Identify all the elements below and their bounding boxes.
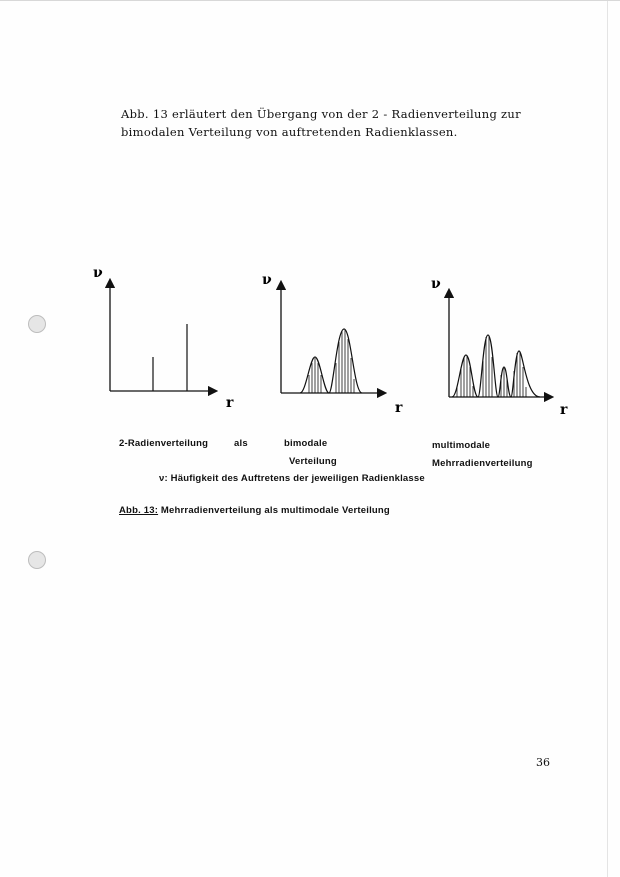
- panel3-curve: [452, 335, 540, 397]
- panel3-label-line2: Mehrradienverteilung: [432, 458, 533, 469]
- panel-multimodal: [431, 276, 568, 418]
- figure-caption: [119, 505, 390, 516]
- panel1-y-symbol: ν: [93, 265, 103, 281]
- panel3-x-symbol: r: [560, 402, 568, 418]
- panel1-x-symbol: r: [226, 395, 234, 411]
- caption-text: Mehrradienverteilung als multimodale Verteilung: [160, 505, 390, 516]
- panel-two-radius: [93, 265, 234, 411]
- panel2-x-symbol: r: [395, 400, 403, 416]
- connector-word: als: [234, 438, 248, 449]
- panel2-y-symbol: ν: [262, 272, 272, 288]
- panel2-label: bimodale: [284, 438, 328, 449]
- page-number: 36: [536, 756, 550, 769]
- caption-prefix: Abb. 13:: [119, 505, 159, 516]
- intro-paragraph: Abb. 13 erläutert den Übergang von der 2 - Radienverteilung zur bimodalen Verteilung von auftretenden Radienklassen.: [121, 107, 521, 139]
- panel3-label: multimodale: [432, 440, 491, 451]
- panel-bimodal: [262, 272, 403, 416]
- figure-legend: ν: Häufigkeit des Auftretens der jeweiligen Radienklasse: [159, 473, 425, 484]
- panel3-y-symbol: ν: [431, 276, 441, 292]
- panel2-label-line2: Verteilung: [289, 456, 337, 467]
- panel1-label: 2-Radienverteilung: [119, 438, 209, 449]
